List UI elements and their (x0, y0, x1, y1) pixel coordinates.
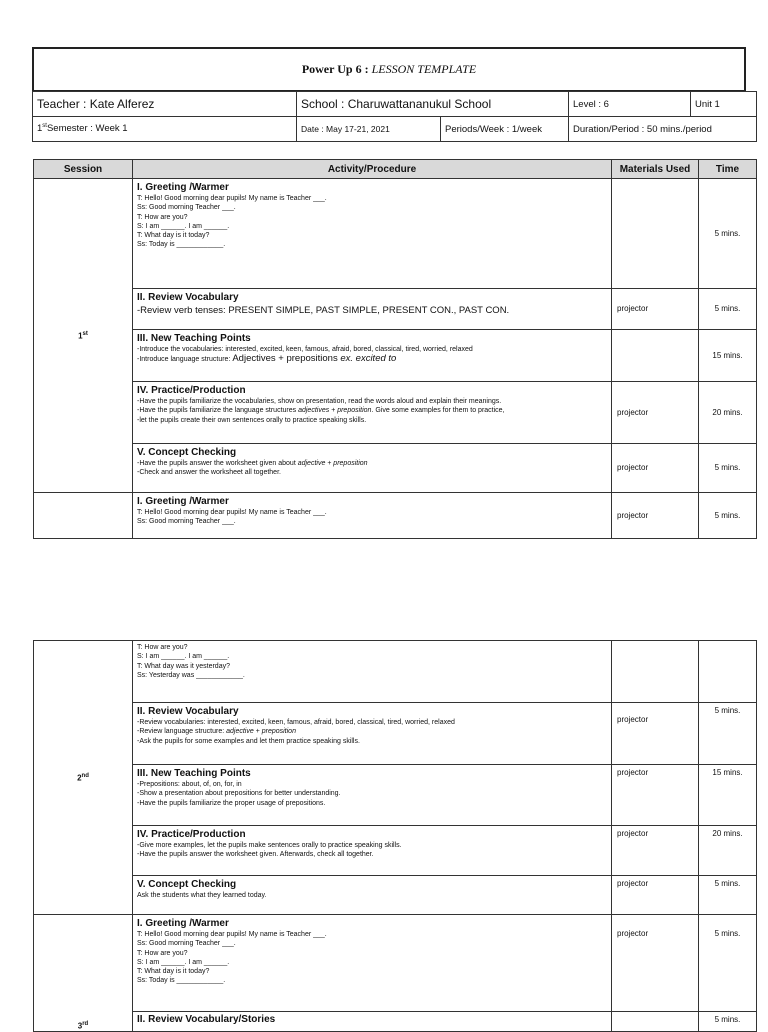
materials-cell: projector (612, 765, 699, 826)
table-row (34, 641, 757, 703)
lesson-plan-table-2 (33, 640, 757, 1032)
activity-review (133, 289, 612, 330)
session-suffix: st (82, 331, 88, 338)
activity-greeting (133, 493, 612, 539)
lesson-title-bold: Power Up 6 : (301, 62, 372, 76)
activity-line: -Prepositions: about, of, on, for, in (137, 781, 242, 788)
activity-review (133, 703, 612, 765)
materials-cell (612, 641, 699, 703)
activity-line: T: How are you? (137, 213, 188, 221)
time-cell: 5 mins. (699, 179, 757, 289)
date-cell: Date : May 17-21, 2021 (297, 117, 441, 142)
activity-line: -Have the pupils familiarize the proper usage of prepositions. (137, 799, 326, 807)
school-cell: School : Charuwattananukul School (297, 92, 569, 117)
activity-line: T: Hello! Good morning dear pupils! My name is Teacher ___. (137, 195, 327, 202)
time-cell: 5 mins. (699, 444, 757, 493)
lesson-plan-table-1 (33, 159, 757, 539)
text-span: adjectives + preposition (298, 407, 372, 415)
activity-line: -Show a presentation about prepositions for better understanding. (137, 790, 341, 798)
activity-line: -Give more examples, let the pupils make sentences orally to practice speaking skills. (137, 842, 402, 849)
activity-concept-checking (133, 444, 612, 493)
activity-line: Ss: Good morning Teacher ___. (137, 940, 236, 948)
materials-cell: projector (612, 826, 699, 876)
text-span: ex. excited to (340, 353, 397, 365)
activity-greeting (133, 915, 612, 1012)
unit-cell: Unit 1 (691, 92, 757, 117)
table-row (34, 289, 757, 330)
activity-line: -let the pupils create their own sentences orally to practice speaking skills. (137, 416, 367, 424)
activity-title: I. Greeting /Warmer (137, 182, 229, 193)
materials-cell (612, 1012, 699, 1032)
materials-cell: projector (612, 444, 699, 493)
activity-greeting-continued (133, 641, 612, 703)
activity-line: -Introduce the vocabularies: interested, excited, keen, famous, afraid, bored, classical, tired, worried, relaxed (137, 346, 473, 353)
activity-line: Ss: Today is ____________. (137, 977, 226, 985)
session-1-cell (34, 179, 133, 493)
session-suffix: nd (81, 773, 89, 780)
session-2-cell-start (34, 493, 133, 539)
activity-line (137, 406, 607, 415)
activity-line: S: I am ______. I am ______. (137, 653, 230, 661)
text-span: adjective + preposition (297, 460, 368, 467)
activity-title: III. New Teaching Points (137, 333, 251, 344)
table-row (34, 1012, 757, 1032)
table-row (34, 330, 757, 382)
activity-line: Ss: Today is ____________. (137, 241, 226, 249)
activity-line: Ss: Good morning Teacher ___. (137, 518, 236, 526)
activity-line (137, 727, 607, 736)
activity-title: II. Review Vocabulary/Stories (137, 1014, 276, 1025)
activity-line: -Review vocabularies: interested, excited, keen, famous, afraid, bored, classical, tired, worried, relaxed (137, 719, 455, 726)
table-row (34, 765, 757, 826)
time-cell (699, 641, 757, 703)
lesson-title-box (32, 47, 746, 92)
periods-cell: Periods/Week : 1/week (441, 117, 569, 142)
duration-cell: Duration/Period : 50 mins./period (569, 117, 757, 142)
activity-column-header: Activity/Procedure (133, 160, 612, 179)
time-cell: 5 mins. (699, 703, 757, 765)
session-2-cell (34, 641, 133, 915)
activity-line: Ss: Yesterday was ____________. (137, 671, 245, 679)
activity-title: IV. Practice/Production (137, 385, 246, 396)
time-cell: 5 mins. (699, 876, 757, 915)
time-cell: 5 mins. (699, 915, 757, 1012)
activity-line: -Check and answer the worksheet all together. (137, 469, 281, 477)
activity-title: II. Review Vocabulary (137, 706, 239, 717)
activity-line: -Have the pupils answer the worksheet given. Afterwards, check all together. (137, 851, 374, 859)
activity-line (137, 459, 607, 468)
materials-cell: projector (612, 289, 699, 330)
activity-title: II. Review Vocabulary (137, 292, 239, 303)
time-cell: 5 mins. (699, 289, 757, 330)
activity-line: T: What day is it today? (137, 232, 210, 240)
activity-title: III. New Teaching Points (137, 768, 251, 779)
time-cell: 5 mins. (699, 1012, 757, 1032)
text-span: -Have the pupils familiarize the language structures (137, 407, 299, 415)
table-row (34, 382, 757, 444)
semester-ordinal: 1 (37, 123, 43, 135)
activity-line (137, 354, 607, 364)
session-column-header: Session (34, 160, 133, 179)
table-row (34, 493, 757, 539)
lesson-info-table (32, 91, 757, 142)
activity-title: I. Greeting /Warmer (137, 918, 229, 929)
table-row (34, 876, 757, 915)
semester-suffix: st (42, 123, 47, 130)
activity-line: -Have the pupils familiarize the vocabularies, show on presentation, read the words aloud and explain their meanings. (137, 398, 502, 405)
level-cell: Level : 6 (569, 92, 691, 117)
session-3-cell (34, 915, 133, 1032)
activity-review (133, 1012, 612, 1032)
activity-title: IV. Practice/Production (137, 829, 246, 840)
lesson-title-italic: LESSON TEMPLATE (371, 62, 477, 76)
activity-line: Ask the students what they learned today. (137, 892, 267, 899)
table-row (34, 915, 757, 1012)
activity-line: T: How are you? (137, 949, 188, 957)
activity-line: -Review verb tenses: PRESENT SIMPLE, PAST SIMPLE, PRESENT CON., PAST CON. (137, 305, 510, 316)
activity-line: T: Hello! Good morning dear pupils! My name is Teacher ___. (137, 931, 327, 938)
activity-line: S: I am ______. I am ______. (137, 958, 230, 966)
teacher-cell: Teacher : Kate Alferez (33, 92, 297, 117)
materials-cell: projector (612, 876, 699, 915)
activity-title: V. Concept Checking (137, 447, 237, 458)
activity-greeting (133, 179, 612, 289)
materials-cell (612, 179, 699, 289)
table-row (34, 179, 757, 289)
activity-line: T: How are you? (137, 644, 188, 651)
time-cell: 15 mins. (699, 330, 757, 382)
session-suffix: rd (82, 1021, 89, 1028)
activity-line: T: What day was it yesterday? (137, 662, 230, 670)
materials-cell: projector (612, 703, 699, 765)
text-span: . Give some examples for them to practice, (371, 407, 505, 415)
materials-cell (612, 330, 699, 382)
text-span: -Have the pupils answer the worksheet given about (137, 460, 298, 467)
activity-line: S: I am ______. I am ______. (137, 222, 230, 230)
text-span: -Introduce language structure: (137, 356, 233, 364)
session-number: 3 (77, 1021, 83, 1031)
time-cell: 20 mins. (699, 826, 757, 876)
activity-practice (133, 826, 612, 876)
semester-cell (33, 117, 297, 142)
activity-line: Ss: Good morning Teacher ___. (137, 204, 236, 212)
text-span: adjective + preposition (226, 728, 296, 736)
time-cell: 15 mins. (699, 765, 757, 826)
time-cell: 5 mins. (699, 493, 757, 539)
activity-line: -Ask the pupils for some examples and let them practice speaking skills. (137, 737, 360, 745)
lesson-title (33, 48, 745, 91)
activity-title: I. Greeting /Warmer (137, 496, 229, 507)
materials-column-header: Materials Used (612, 160, 699, 179)
materials-cell: projector (612, 493, 699, 539)
text-span: Adjectives + prepositions (232, 353, 341, 365)
activity-practice (133, 382, 612, 444)
session-number: 1 (78, 331, 83, 341)
materials-cell: projector (612, 382, 699, 444)
table-row (34, 444, 757, 493)
activity-concept-checking (133, 876, 612, 915)
session-number: 2 (77, 773, 82, 783)
table-row (34, 826, 757, 876)
activity-new-teaching (133, 330, 612, 382)
table-row (34, 703, 757, 765)
time-column-header: Time (699, 160, 757, 179)
activity-title: V. Concept Checking (137, 879, 237, 890)
semester-text: Semester : Week 1 (46, 123, 128, 135)
time-cell: 20 mins. (699, 382, 757, 444)
activity-line: T: Hello! Good morning dear pupils! My name is Teacher ___. (137, 509, 327, 516)
text-span: -Review language structure: (137, 728, 227, 736)
activity-line: T: What day is it today? (137, 968, 210, 976)
activity-new-teaching (133, 765, 612, 826)
materials-cell: projector (612, 915, 699, 1012)
